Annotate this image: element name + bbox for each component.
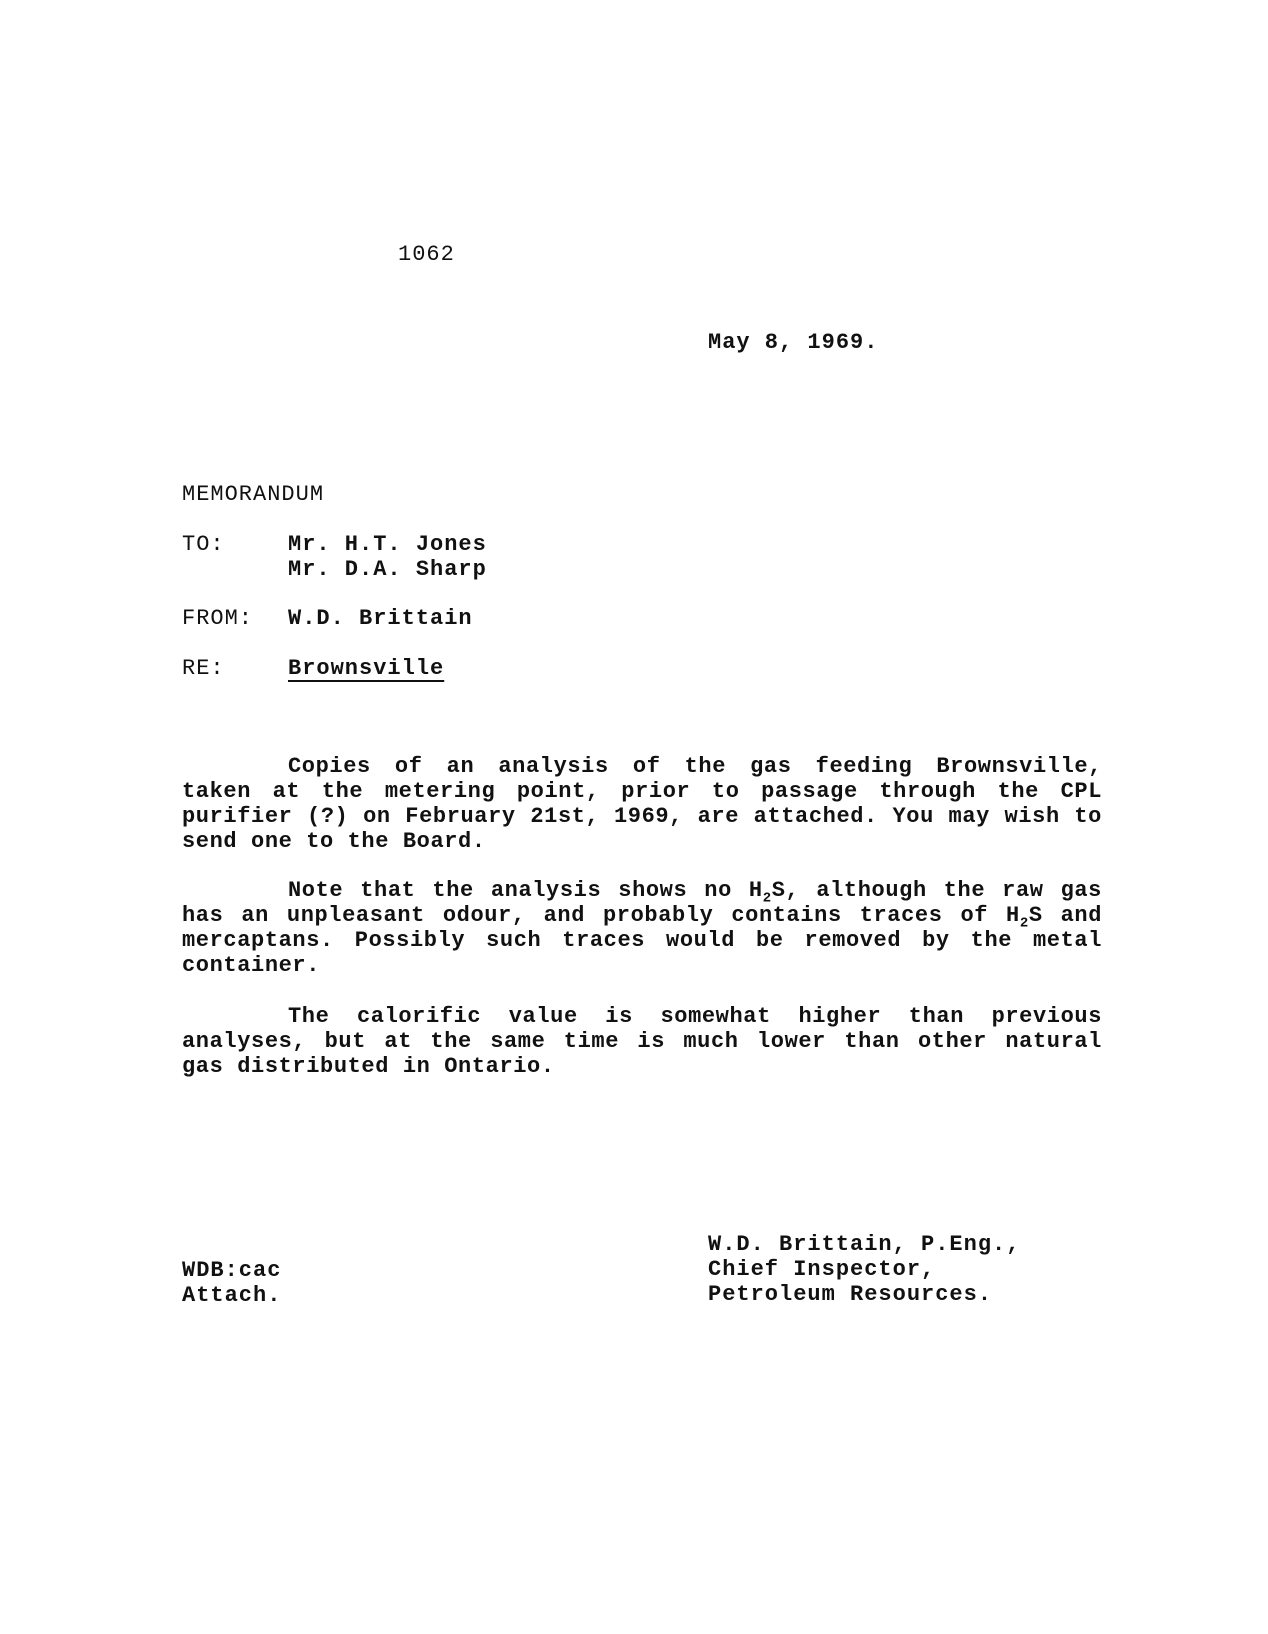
subscript-2b: 2 xyxy=(1019,915,1029,932)
signer-title: Chief Inspector, xyxy=(708,1257,936,1282)
re-value: Brownsville xyxy=(288,656,445,681)
attachment-note: Attach. xyxy=(182,1283,282,1308)
reference-initials: WDB:cac xyxy=(182,1258,282,1283)
signer-name: W.D. Brittain, P.Eng., xyxy=(708,1232,1021,1257)
document-number: 1062 xyxy=(398,242,455,267)
signer-department: Petroleum Resources. xyxy=(708,1282,993,1307)
signature-block xyxy=(708,1232,1020,1307)
recipient-2: Mr. D.A. Sharp xyxy=(288,557,487,582)
paragraph-2-part-a: Note that the analysis shows no H xyxy=(288,878,763,903)
recipient-1: Mr. H.T. Jones xyxy=(288,532,487,557)
paragraph-2 xyxy=(182,878,1102,978)
re-label: RE: xyxy=(182,656,225,681)
paragraph-1: Copies of an analysis of the gas feeding Brownsville, taken at the metering point, prior to passage through the CPL purifier (?) on February 21st, 1969, are attached. You may wish to send one to the Board. xyxy=(182,754,1102,854)
reference-block xyxy=(182,1258,281,1308)
paragraph-2-part-b: S, although the raw gas has an unpleasant odour, and probably contains traces of H xyxy=(182,878,1102,928)
memo-date: May 8, 1969. xyxy=(708,330,879,355)
to-label: TO: xyxy=(182,532,225,557)
from-label: FROM: xyxy=(182,606,254,631)
paragraph-3: The calorific value is somewhat higher than previous analyses, but at the same time is much lower than other natural gas distributed in Ontario. xyxy=(182,1004,1102,1079)
from-value: W.D. Brittain xyxy=(288,606,473,631)
paragraph-2-part-c: S and mercaptans. Possibly such traces would be removed by the metal container. xyxy=(182,903,1102,978)
subscript-2: 2 xyxy=(762,890,772,907)
memo-heading: MEMORANDUM xyxy=(182,482,325,507)
